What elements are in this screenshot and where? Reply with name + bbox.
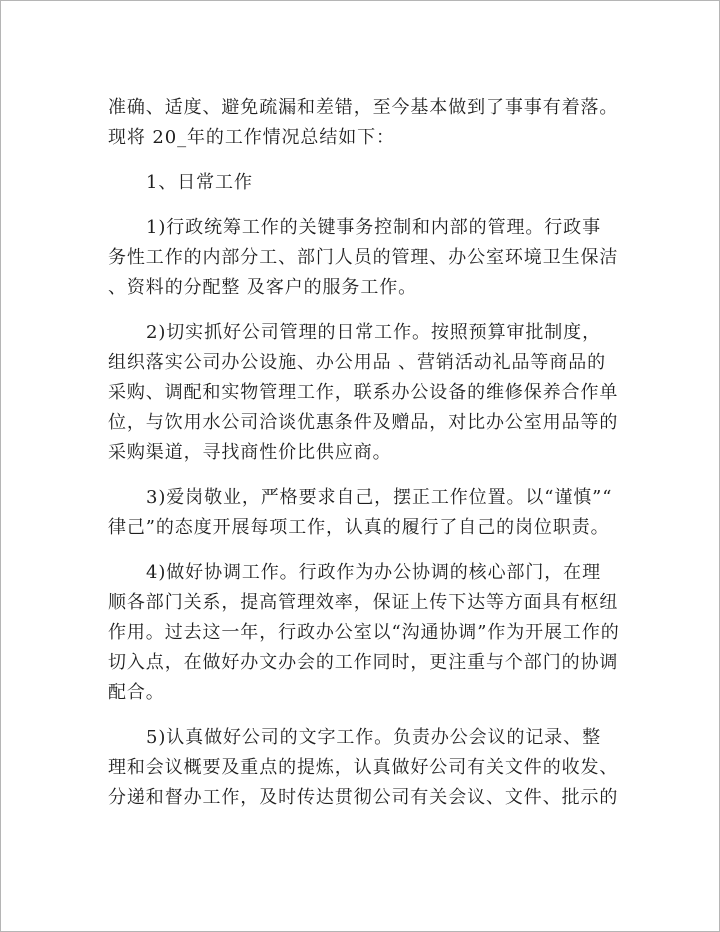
- paragraph-2-line: 2)切实抓好公司管理的日常工作。按照预算审批制度，: [146, 322, 601, 343]
- paragraph-2-line: 采购、调配和实物管理工作，联系办公设备的维修保养合作单: [108, 382, 619, 403]
- section-heading: 1、日常工作: [146, 172, 253, 193]
- paragraph-1-line: 1)行政统筹工作的关键事务控制和内部的管理。行政事: [146, 217, 601, 238]
- paragraph-2-line: 采购渠道，寻找商性价比供应商。: [108, 442, 392, 463]
- text-line: 准确、适度、避免疏漏和差错，至今基本做到了事事有着落。: [108, 97, 619, 118]
- paragraph-2-line: 位，与饮用水公司洽谈优惠条件及赠品，对比办公室用品等的: [108, 412, 619, 433]
- text-line: 现将 20_年的工作情况总结如下：: [108, 127, 395, 148]
- paragraph-4-line: 4)做好协调工作。行政作为办公协调的核心部门，在理: [146, 562, 601, 583]
- document-body: [108, 93, 628, 813]
- paragraph-4-line: 切入点，在做好办文办会的工作同时，更注重与个部门的协调: [108, 652, 619, 673]
- paragraph-3-line: 律己”的态度开展每项工作，认真的履行了自己的岗位职责。: [108, 517, 610, 538]
- paragraph-5-line: 理和会议概要及重点的提炼，认真做好公司有关文件的收发、: [108, 757, 619, 778]
- paragraph-4-line: 配合。: [108, 682, 165, 703]
- paragraph-3-line: 3)爱岗敬业，严格要求自己，摆正工作位置。以“谨慎”“: [146, 487, 613, 508]
- paragraph-4-line: 作用。过去这一年，行政办公室以“沟通协调”作为开展工作的: [108, 622, 620, 643]
- paragraph-1-line: 、资料的分配整 及客户的服务工作。: [108, 277, 418, 298]
- paragraph-5-line: 5)认真做好公司的文字工作。负责办公会议的记录、整: [146, 727, 601, 748]
- paragraph-4-line: 顺各部门关系，提高管理效率，保证上传下达等方面具有枢纽: [108, 592, 619, 613]
- paragraph-2-line: 组织落实公司办公设施、办公用品 、营销活动礼品等商品的: [108, 352, 607, 373]
- paragraph-5-line: 分递和督办工作，及时传达贯彻公司有关会议、文件、批示的: [108, 787, 619, 808]
- paragraph-1-line: 务性工作的内部分工、部门人员的管理、办公室环境卫生保洁: [108, 247, 619, 268]
